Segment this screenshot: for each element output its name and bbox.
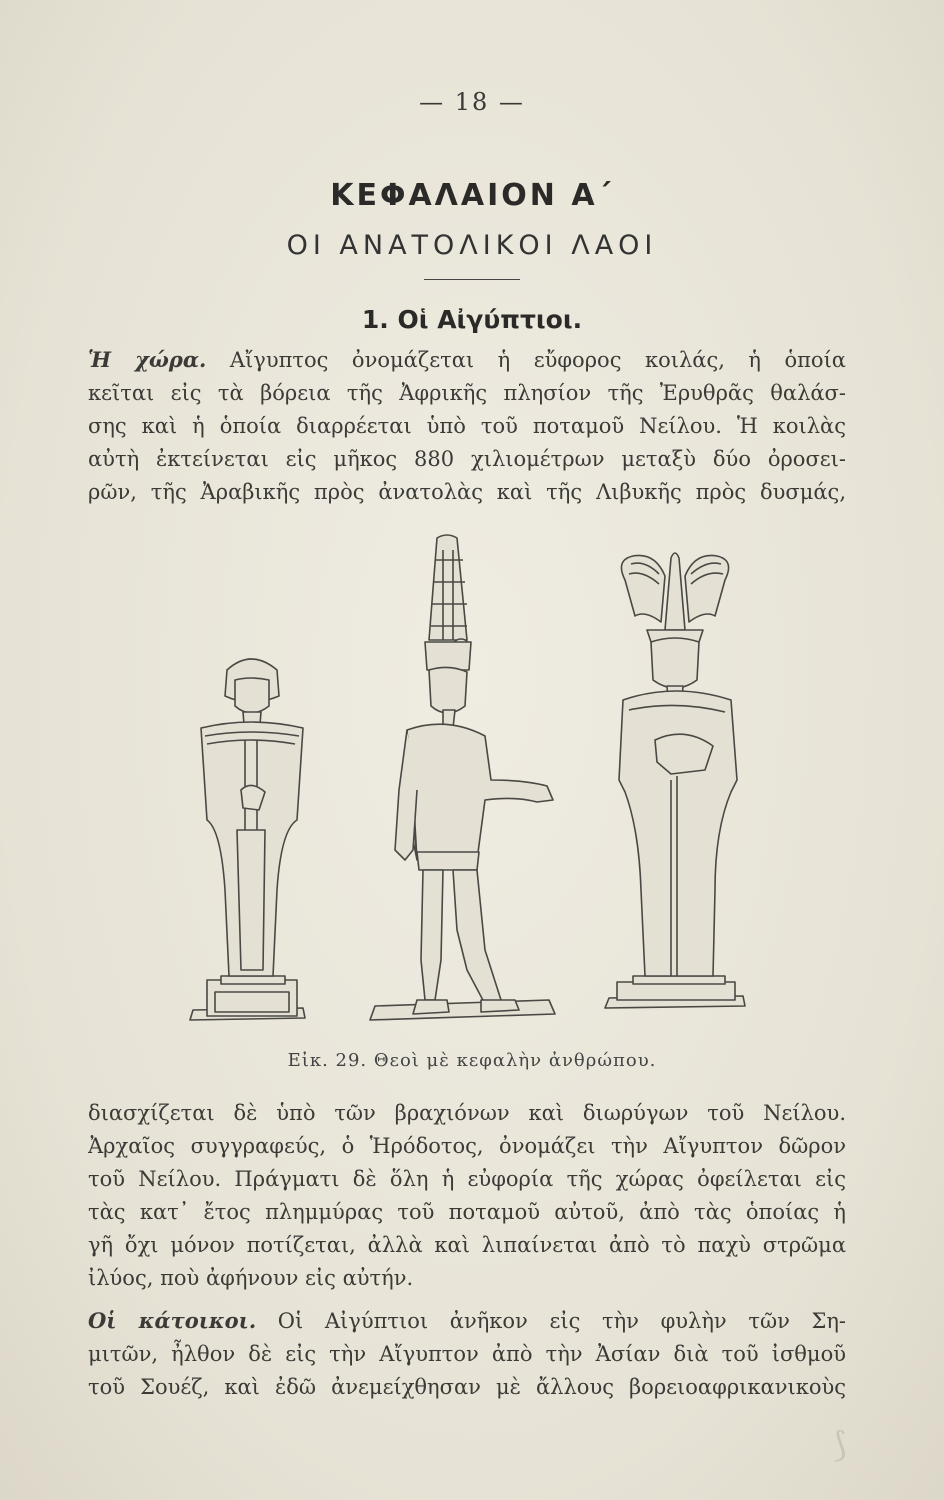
paragraph-line: Ἀρχαῖος συγγραφεύς, ὁ Ἡρόδοτος, ὀνομάζει τὴν Αἴγυπτον δῶρον <box>88 1134 846 1158</box>
title-divider <box>424 279 520 280</box>
paragraph-line: σης καὶ ἡ ὁποία διαρρέεται ὑπὸ τοῦ ποταμοῦ Νείλου. Ἡ κοιλὰς <box>88 414 846 438</box>
statue-middle <box>370 535 555 1020</box>
paragraph-country <box>88 343 846 509</box>
paragraph-lead: Οἱ κάτοικοι. <box>88 1308 257 1333</box>
paragraph-line: γῆ ὄχι μόνον ποτίζεται, ἀλλὰ καὶ λιπαίνεται ἀπὸ τὸ παχὺ στρῶμα <box>88 1233 846 1257</box>
paragraph-line: αὐτὴ ἐκτείνεται εἰς μῆκος 880 χιλιομέτρων μεταξὺ δύο ὀροσει- <box>88 447 846 471</box>
paragraph-line: τὰς κατ᾽ ἔτος πλημμύρας τοῦ ποταμοῦ αὐτοῦ, ἀπὸ τὰς ὁποίας ἡ <box>88 1200 846 1224</box>
section-heading: 1. Οἱ Αἰγύπτιοι. <box>361 305 583 334</box>
paragraph-line: ρῶν, τῆς Ἀραβικῆς πρὸς ἀνατολὰς καὶ τῆς Λιβυκῆς πρὸς δυσμάς, <box>88 480 846 504</box>
figure-caption: Εἰκ. 29. Θεοὶ μὲ κεφαλὴν ἀνθρώπου. <box>287 1050 657 1071</box>
chapter-title: ΚΕΦΑΛΑΙΟΝ Α΄ <box>330 178 614 213</box>
paragraph-line: μιτῶν, ἦλθον δὲ εἰς τὴν Αἴγυπτον ἀπὸ τὴν Ἀσίαν διὰ τοῦ ἰσθμοῦ <box>88 1342 846 1366</box>
paragraph-line: κεῖται εἰς τὰ βόρεια τῆς Ἀφρικῆς πλησίον τῆς Ἐρυθρᾶς θαλάσ- <box>88 381 846 405</box>
statue-right <box>605 553 745 1008</box>
page-number: — 18 — <box>419 88 525 116</box>
paragraph-line: διασχίζεται δὲ ὑπὸ τῶν βραχιόνων καὶ διωρύγων τοῦ Νείλου. <box>88 1101 846 1125</box>
paragraph-line: τοῦ Σουέζ, καὶ ἐδῶ ἀνεμείχθησαν μὲ ἄλλους βορειοαφρικανικοὺς <box>88 1375 846 1399</box>
paragraph-nile <box>88 1097 846 1295</box>
paragraph-line: τοῦ Νείλου. Πράγματι δὲ ὅλη ἡ εὐφορία τῆς χώρας ὀφείλεται εἰς <box>88 1167 846 1191</box>
egyptian-statues-illustration <box>185 530 775 1040</box>
paragraph-lead: Ἡ χώρα. <box>88 347 207 372</box>
paragraph-line: Ἡ χώρα. Αἴγυπτος ὀνομάζεται ἡ εὔφορος κοιλάς, ἡ ὁποία <box>88 347 846 372</box>
paragraph-line: ἰλύος, ποὺ ἀφήνουν εἰς αὐτήν. <box>88 1266 414 1290</box>
paragraph-line: Οἱ κάτοικοι. Οἱ Αἰγύπτιοι ἀνῆκον εἰς τὴν φυλὴν τῶν Ση- <box>88 1308 846 1333</box>
paragraph-inhabitants <box>88 1304 846 1404</box>
chapter-subtitle: ΟΙ ΑΝΑΤΟΛΙΚΟΙ ΛΑΟΙ <box>286 230 658 261</box>
page-corner-mark: ⟆ <box>833 1425 847 1465</box>
statue-left <box>190 659 305 1020</box>
